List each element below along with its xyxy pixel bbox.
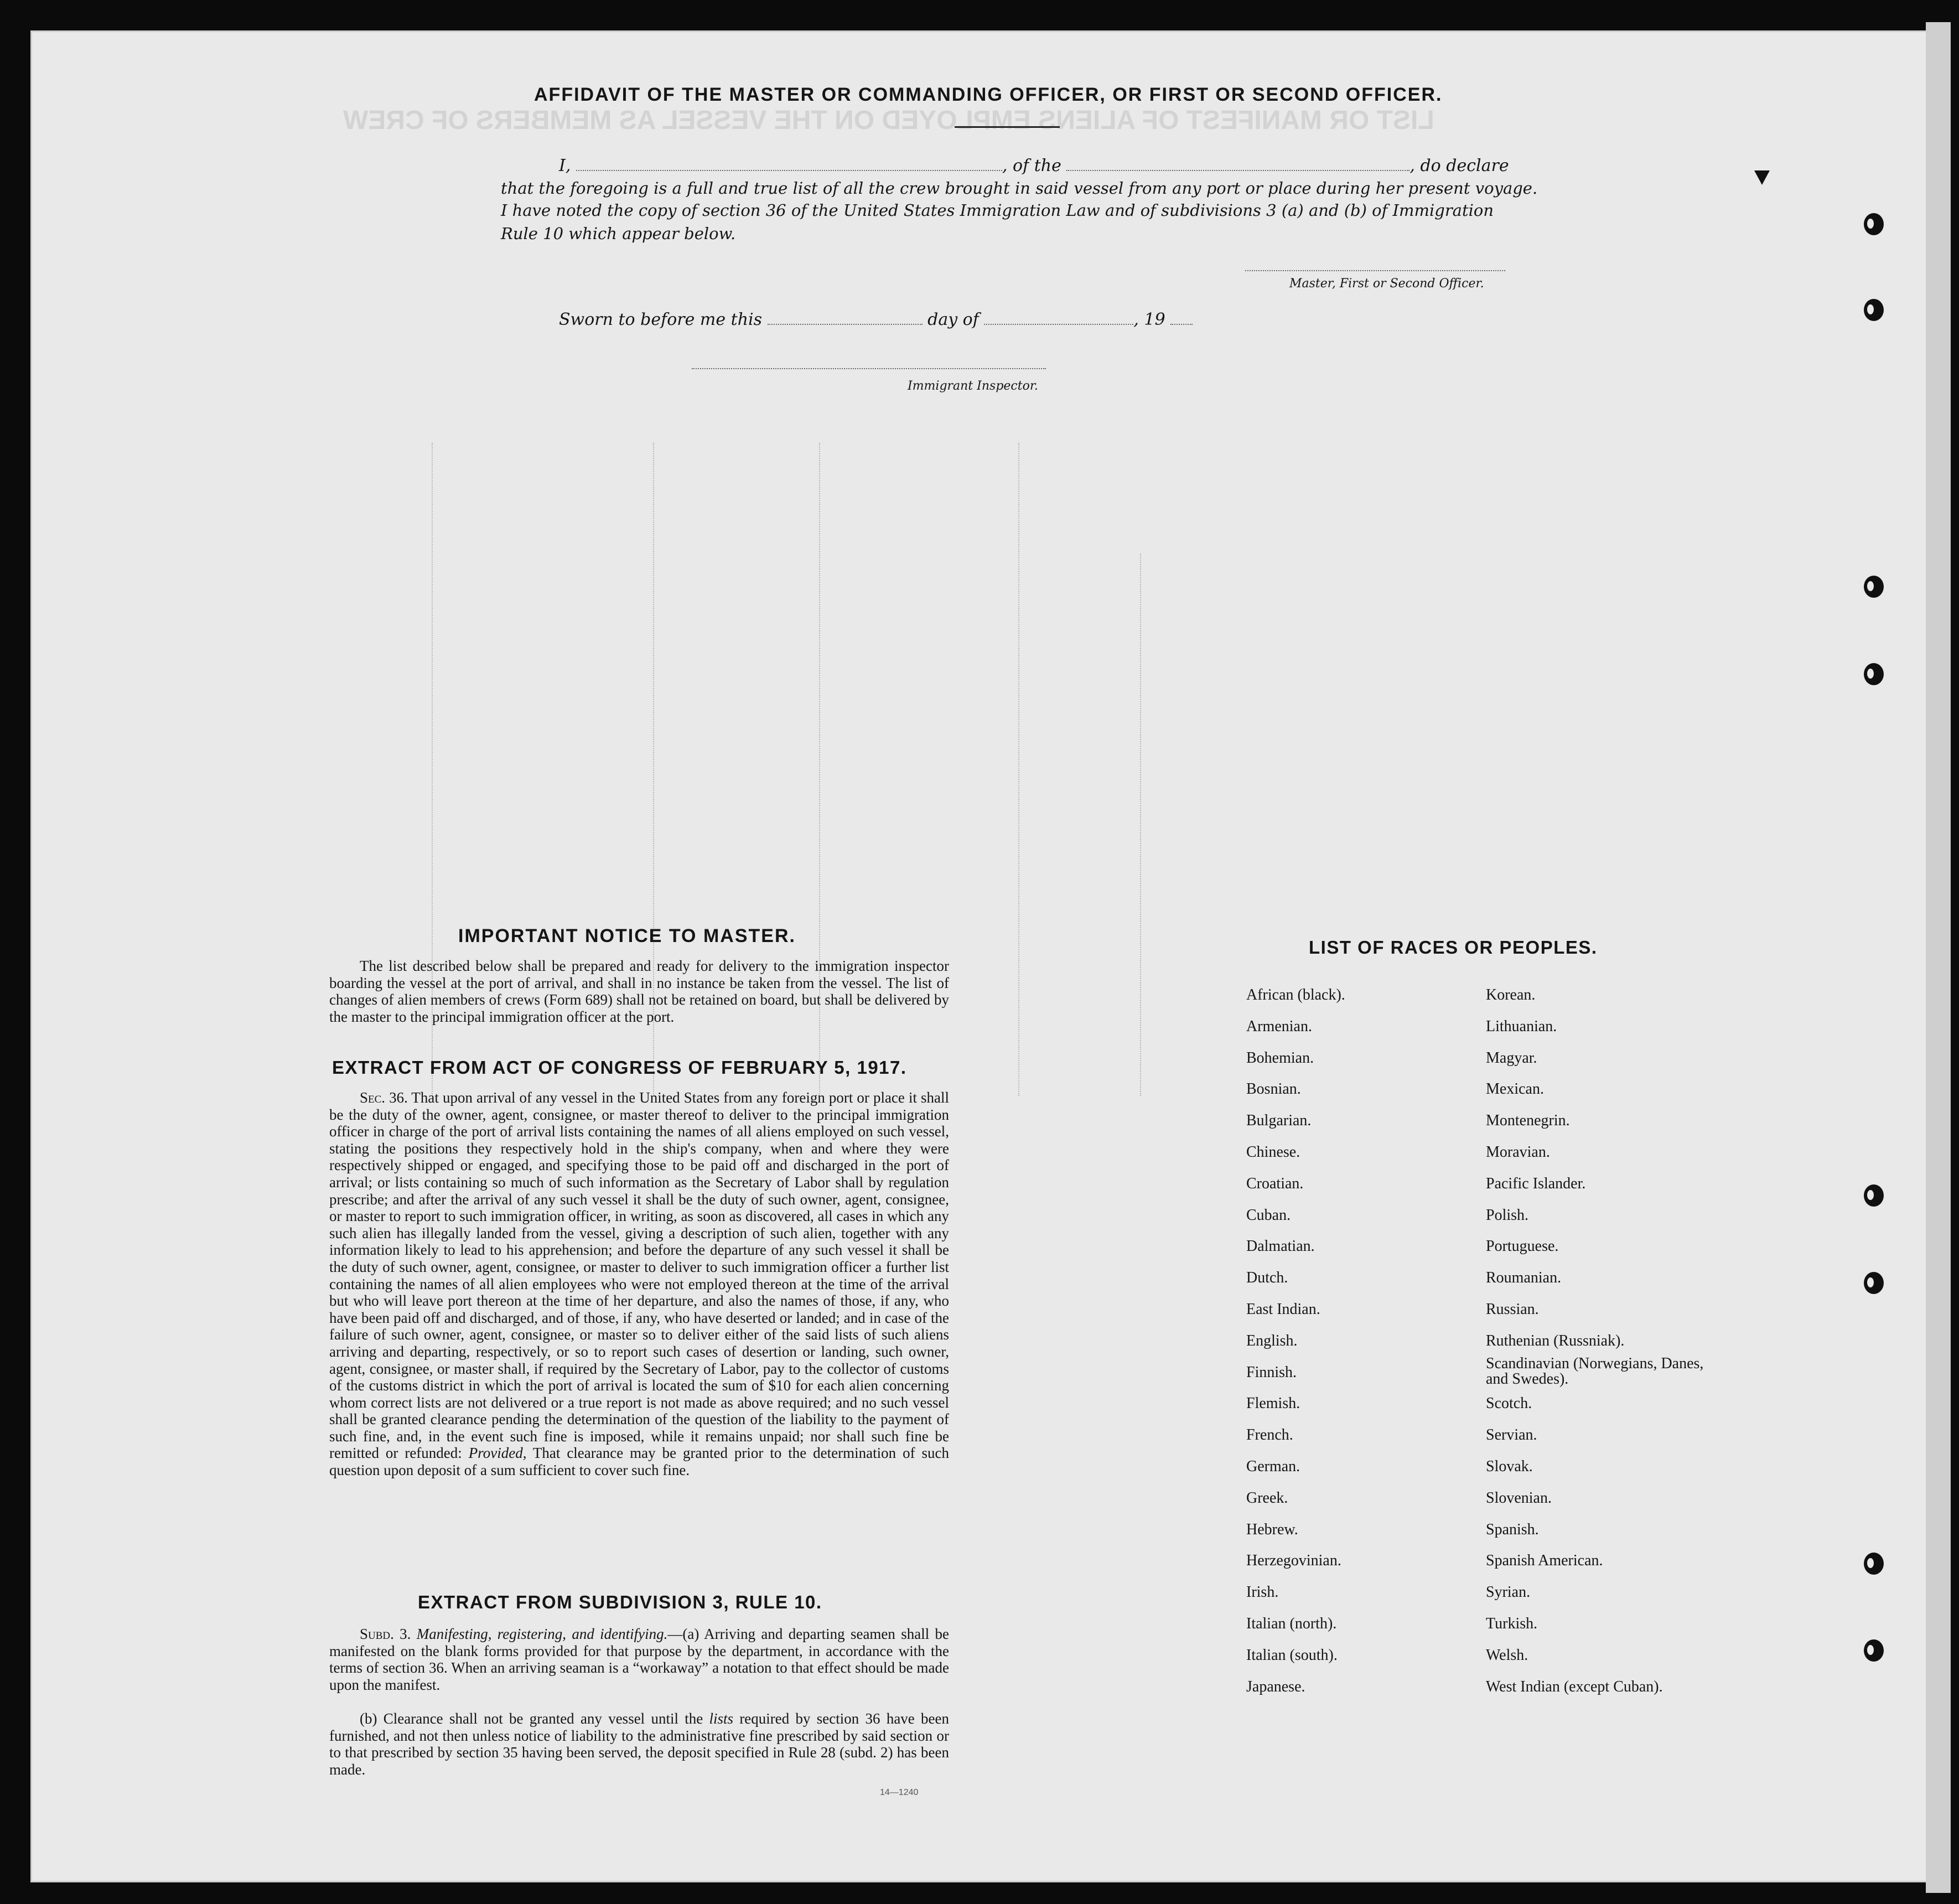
vessel-blank[interactable] (1066, 170, 1409, 171)
races-column-2 (1486, 986, 1724, 1709)
rule-b-open: (b) Clearance shall not be granted any vessel until the (360, 1710, 703, 1727)
race-entry: Irish. (1246, 1584, 1279, 1601)
act-body: That upon arrival of any vessel in the United States from any foreign port or place it shall be the duty of the owner, agent, consignee, or master thereof to deliver to the principal immigration officer in charge of the port of arrival lists containing the names of all aliens employed on such vessel, stating the positions they respectively hold in the ship's company, when and where they were respectively shipped or engaged, and specifying those to be paid off and discharged in the port of arrival; or lists containing so much of such information as the Secretary of Labor shall by regulation prescribe; and after the arrival of any such vessel it shall be the duty of such owner, agent, consignee, or master to report to such immigration officer, in writing, as soon as discovered, all cases in which any such alien has illegally landed from the vessel, giving a description of such alien, together with any information likely to lead to his apprehension; and before the departure of any such vessel it shall be the duty of such owner, agent, consignee, or master to deliver to such immigration officer a further list containing the names of all alien employees who were not employed thereon at the time of the arrival but who will leave port thereon at the time of her departure, and also the names of those, if any, who have been paid off and discharged, and of those, if any, who have deserted or landed; and in case of the failure of such owner, agent, consignee, or master so to deliver either of the said lists of such aliens arriving and departing, respectively, or so to report such cases of desertion or landing, such owner, agent, consignee, or master shall, if required by the Secretary of Labor, pay to the collector of customs of the customs district in which the port of arrival is located the sum of $10 for each alien concerning whom correct lists are not delivered or a true report is not made as above required; and no such vessel shall be granted clearance pending the determination of the question of the liability to the payment of such fine, and, in the event such fine is imposed, while it remains unpaid; nor shall such fine be remitted or refunded: (329, 1089, 950, 1462)
act-body-end: That clearance may be granted prior to the determination of such question upon deposit of a sum sufficient to cover such fine. (329, 1445, 949, 1479)
race-entry: Welsh. (1486, 1646, 1528, 1664)
race-entry: Hebrew. (1246, 1520, 1298, 1538)
race-entry: Cuban. (1246, 1206, 1291, 1224)
binder-hole-icon (1864, 299, 1884, 321)
rule-b-lists: lists (709, 1710, 734, 1727)
act-section-lead: Sec. 36. (360, 1089, 408, 1106)
title-underline (955, 126, 1060, 128)
ghost-column-rule (1140, 553, 1141, 1096)
race-entry: Bosnian. (1246, 1080, 1301, 1098)
binder-hole-icon (1864, 213, 1884, 235)
race-entry: Bohemian. (1246, 1049, 1314, 1067)
form-number: 14—1240 (880, 1788, 919, 1797)
race-entry: Scandinavian (Norwegians, Danes, and Swedes). (1486, 1354, 1704, 1388)
race-entry: Portuguese. (1486, 1238, 1559, 1255)
race-entry: Slovenian. (1486, 1489, 1552, 1507)
rule-extract-text-a (329, 1626, 949, 1693)
notice-text: The list described below shall be prepared and ready for delivery to the immigration inspector boarding the vessel at the port of arrival, and shall in no instance be taken from the vessel. The list of changes of alien members of crews (Form 689) shall not be retained on board, but shall be delivered by the master to the principal immigration officer at the port. (329, 958, 949, 1025)
race-entry: Spanish. (1486, 1520, 1539, 1538)
binder-hole-icon (1864, 663, 1884, 685)
rule-extract-title: EXTRACT FROM SUBDIVISION 3, RULE 10. (418, 1592, 822, 1612)
inspector-signature-line[interactable] (692, 368, 1046, 369)
affidavit-line4: Rule 10 which appear below. (501, 224, 736, 243)
bleed-through-header: LIST OR MANIFEST OF ALIENS EMPLOYED ON THE VESSEL AS MEMBERS OF CREW (343, 106, 1434, 135)
of-the-label: , of the (1002, 156, 1061, 175)
inspector-label: Immigrant Inspector. (908, 379, 1038, 393)
race-entry: Herzegovinian. (1246, 1552, 1341, 1570)
rule-subd-title: Manifesting, registering, and identifying. (416, 1626, 668, 1642)
race-entry: Italian (north). (1246, 1615, 1337, 1632)
year-label: , 19 (1133, 310, 1165, 329)
race-entry: Armenian. (1246, 1017, 1312, 1035)
binder-hole-icon (1864, 1553, 1884, 1575)
affidavit-line2: that the foregoing is a full and true list of all the crew brought in said vessel from any port or place during her present voyage. (501, 179, 1538, 198)
binder-hole-icon (1864, 1184, 1884, 1207)
race-entry: German. (1246, 1457, 1300, 1475)
race-entry: Croatian. (1246, 1175, 1304, 1192)
race-entry: Scotch. (1486, 1395, 1532, 1413)
race-entry: Roumanian. (1486, 1269, 1562, 1287)
race-entry: Moravian. (1486, 1143, 1550, 1161)
race-entry: Spanish American. (1486, 1552, 1603, 1570)
race-entry: Mexican. (1486, 1080, 1544, 1098)
binder-hole-icon (1864, 1272, 1884, 1294)
rule-body-b: required by section 36 have been furnished, and not then unless notice of liability to the administrative fine prescribed by said section or to that prescribed by section 35 having been served, the deposit specified in Rule 28 (subd. 2) has been made. (329, 1710, 950, 1778)
race-entry: Slovak. (1486, 1457, 1533, 1475)
race-entry: Finnish. (1246, 1363, 1297, 1381)
affidavit-line1 (559, 156, 1509, 175)
race-entry: Dutch. (1246, 1269, 1288, 1287)
race-entry: Russian. (1486, 1300, 1539, 1318)
day-of-label: day of (927, 310, 979, 329)
act-extract-text (329, 1089, 949, 1479)
affidavit-line3: I have noted the copy of section 36 of the United States Immigration Law and of subdivisions 3 (a) and (b) of Immigration (501, 201, 1494, 220)
binder-hole-icon (1864, 576, 1884, 598)
races-title: LIST OF RACES OR PEOPLES. (1309, 937, 1598, 958)
race-entry: Turkish. (1486, 1615, 1538, 1632)
race-entry: Bulgarian. (1246, 1112, 1312, 1130)
sworn-month-blank[interactable] (984, 324, 1133, 325)
race-entry: Magyar. (1486, 1049, 1537, 1067)
signature-line[interactable] (1245, 270, 1505, 271)
declare-label: , do declare (1409, 156, 1509, 175)
race-entry: English. (1246, 1332, 1298, 1349)
race-entry: West Indian (except Cuban). (1486, 1678, 1663, 1695)
affidavit-title: AFFIDAVIT OF THE MASTER OR COMMANDING OFFICER, OR FIRST OR SECOND OFFICER. (534, 84, 1443, 105)
sworn-label: Sworn to before me this (559, 310, 763, 329)
race-entry: Syrian. (1486, 1584, 1531, 1601)
rule-body-a: —(a) Arriving and departing seamen shall be manifested on the blank forms provided for that purpose by the department, in accordance with the terms of section 36. When an arriving seaman is a “workaway” a notation to that effect should be made upon the manifest. (329, 1626, 949, 1693)
act-extract-title: EXTRACT FROM ACT OF CONGRESS OF FEBRUARY 5, 1917. (332, 1057, 907, 1078)
sworn-year-blank[interactable] (1170, 324, 1193, 325)
rule-extract-text-b (329, 1710, 949, 1778)
race-entry: French. (1246, 1426, 1293, 1444)
name-blank[interactable] (576, 170, 1002, 171)
race-entry: East Indian. (1246, 1300, 1320, 1318)
sworn-day-blank[interactable] (768, 324, 923, 325)
race-entry: Dalmatian. (1246, 1238, 1315, 1255)
rule-subd-lead: Subd. 3. (360, 1626, 411, 1642)
races-column-1 (1246, 986, 1473, 1709)
act-provided: Provided, (468, 1445, 527, 1462)
binder-hole-icon (1864, 1639, 1884, 1662)
race-entry: Servian. (1486, 1426, 1537, 1444)
i-label: I, (559, 156, 571, 175)
race-entry: Lithuanian. (1486, 1017, 1557, 1035)
race-entry: Pacific Islander. (1486, 1175, 1586, 1192)
race-entry: African (black). (1246, 986, 1345, 1003)
race-entry: Chinese. (1246, 1143, 1300, 1161)
race-entry: Polish. (1486, 1206, 1529, 1224)
race-entry: Flemish. (1246, 1395, 1300, 1413)
page-edge-strip (1926, 22, 1951, 1893)
race-entry: Greek. (1246, 1489, 1288, 1507)
race-entry: Japanese. (1246, 1678, 1305, 1695)
ghost-column-rule (1018, 443, 1019, 1096)
race-entry: Korean. (1486, 986, 1536, 1003)
race-entry: Italian (south). (1246, 1646, 1338, 1664)
sworn-line (559, 310, 1193, 329)
notice-title: IMPORTANT NOTICE TO MASTER. (458, 925, 796, 946)
arrow-mark-icon (1754, 170, 1770, 185)
race-entry: Montenegrin. (1486, 1112, 1570, 1130)
signature-label: Master, First or Second Officer. (1289, 277, 1484, 291)
race-entry: Ruthenian (Russniak). (1486, 1332, 1625, 1349)
